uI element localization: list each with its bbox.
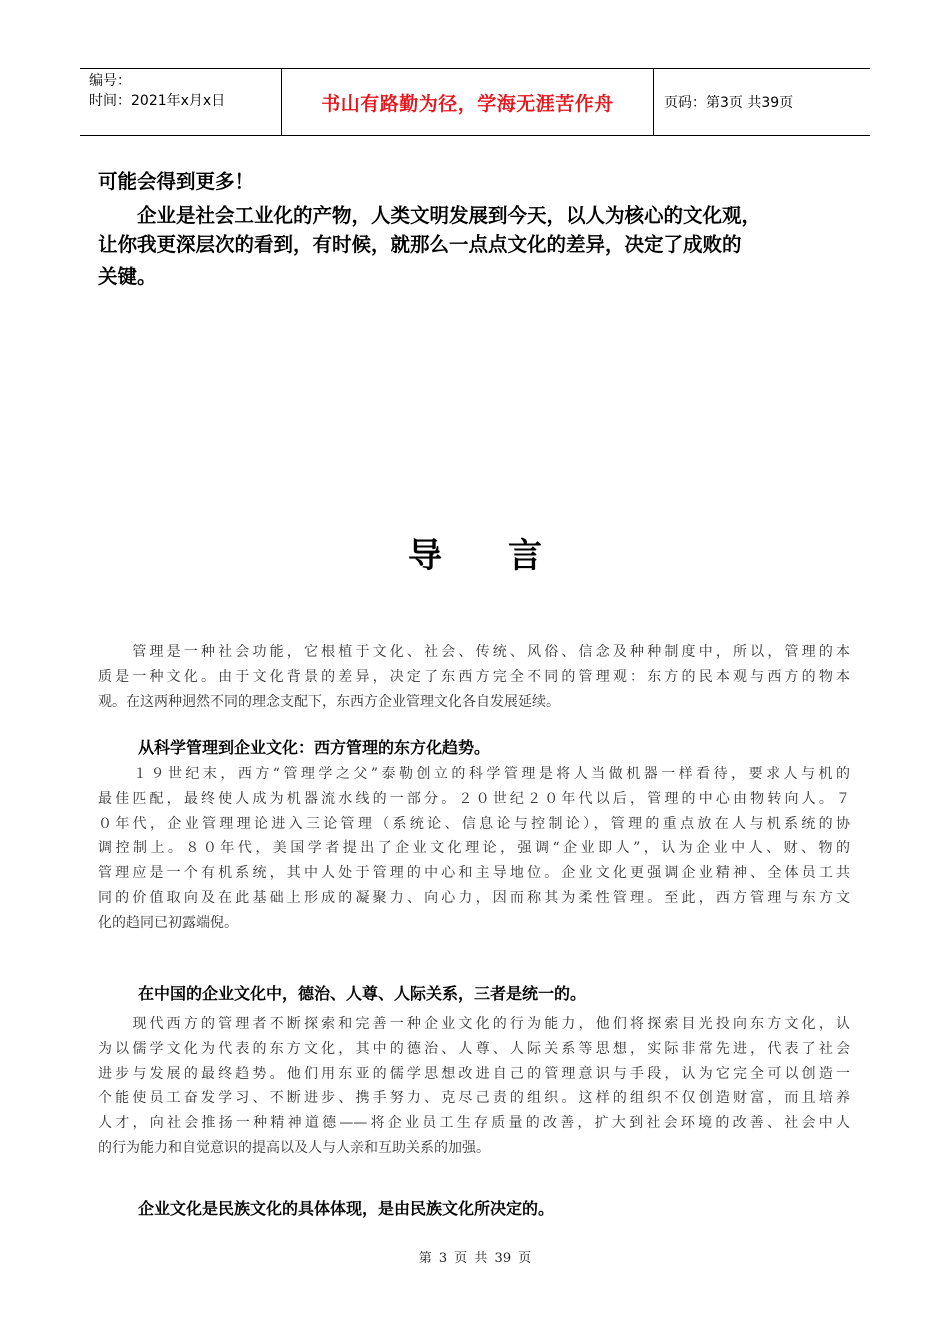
heading-western-management: 从科学管理到企业文化：西方管理的东方化趋势。 xyxy=(138,738,491,757)
paragraph-line: 人才，向社会推扬一种精神道德——将企业员工生存质量的改善，扩大到社会环境的改善、社会中人 xyxy=(98,1115,850,1132)
intro-line-3: 让你我更深层次的看到，有时候，就那么一点点文化的差异，决定了成败的 xyxy=(98,233,742,256)
heading-national-culture: 企业文化是民族文化的具体体现，是由民族文化所决定的。 xyxy=(138,1199,555,1218)
paragraph-line: 管理应是一个有机系统，其中人处于管理的中心和主导地位。企业文化更强调企业精神、全体员工共 xyxy=(98,865,850,882)
paragraph-line: 管理是一种社会功能，它根植于文化、社会、传统、风俗、信念及种种制度中，所以，管理的本 xyxy=(98,644,850,660)
header-page-info: 页码：第3页 共39页 xyxy=(664,95,794,111)
header-meta xyxy=(80,69,282,135)
paragraph-3 xyxy=(98,1012,850,1161)
paragraph-1 xyxy=(98,640,850,714)
paragraph-line: 观。在这两种迥然不同的理念支配下，东西方企业管理文化各自发展延续。 xyxy=(98,693,560,710)
paragraph-line: ０年代，企业管理理论进入三论管理（系统论、信息论与控制论），管理的重点放在人与机系统的协 xyxy=(98,815,850,832)
paragraph-line: 的行为能力和自觉意识的提高以及人与人亲和互助关系的加强。 xyxy=(98,1139,490,1156)
document-number-label: 编号： xyxy=(89,73,131,89)
paragraph-line: 现代西方的管理者不断探索和完善一种企业文化的行为能力，他们将探索目光投向东方文化，认 xyxy=(98,1016,850,1032)
page-footer: 第 3 页 共 39 页 xyxy=(418,1251,532,1266)
paragraph-line: 同的价值取向及在此基础上形成的凝聚力、向心力，因而称其为柔性管理。至此，西方管理与东方文 xyxy=(98,889,850,906)
paragraph-line: 调控制上。８０年代，美国学者提出了企业文化理论，强调“企业即人”，认为企业中人、财、物的 xyxy=(98,840,850,857)
heading-chinese-culture: 在中国的企业文化中，德治、人尊、人际关系，三者是统一的。 xyxy=(138,984,587,1003)
paragraph-line: 质是一种文化。由于文化背景的差异，决定了东西方完全不同的管理观：东方的民本观与西方的物本 xyxy=(98,668,850,685)
section-title: 导言 xyxy=(408,536,608,576)
intro-line-2: 企业是社会工业化的产物，人类文明发展到今天，以人为核心的文化观， xyxy=(98,204,762,227)
paragraph-line: 化的趋同已初露端倪。 xyxy=(98,914,238,931)
document-time: 时间：2021年x月x日 xyxy=(89,93,226,109)
page-header xyxy=(80,68,870,136)
header-motto: 书山有路勤为径，学海无涯苦作舟 xyxy=(282,69,654,135)
paragraph-line: １９世纪末，西方“管理学之父”泰勒创立的科学管理是将人当做机器一样看待，要求人与机的 xyxy=(98,766,850,782)
paragraph-line: 个能使员工奋发学习、不断进步、携手努力、克尽己责的组织。这样的组织不仅创造财富，而且培养 xyxy=(98,1090,850,1107)
paragraph-line: 为以儒学文化为代表的东方文化，其中的德治、人尊、人际关系等思想，实际非常先进，代表了社会 xyxy=(98,1040,850,1057)
intro-line-4: 关键。 xyxy=(98,265,157,288)
intro-line-1: 可能会得到更多！ xyxy=(98,170,255,193)
paragraph-line: 最佳匹配，最终使人成为机器流水线的一部分。２０世纪２０年代以后，管理的中心由物转向人。７ xyxy=(98,790,850,807)
paragraph-line: 进步与发展的最终趋势。他们用东亚的儒学思想改进自己的管理意识与手段，认为它完全可以创造一 xyxy=(98,1065,850,1082)
paragraph-2 xyxy=(98,762,850,936)
